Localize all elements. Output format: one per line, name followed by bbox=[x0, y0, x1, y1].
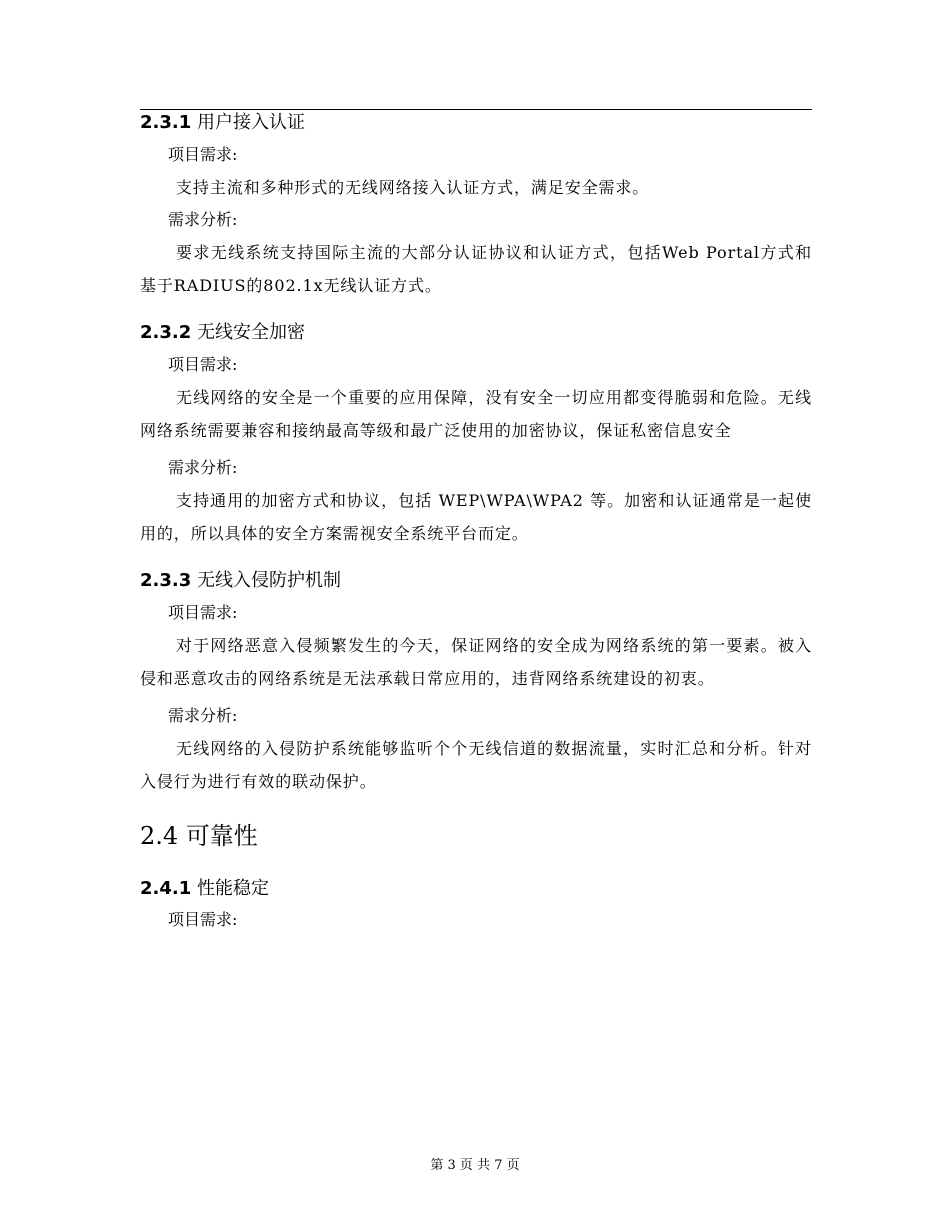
requirement-text: 对于网络恶意入侵频繁发生的今天，保证网络的安全成为网络系统的第一要素。被入侵和恶意攻击的网络系统是无法承载日常应用的，违背网络系统建设的初衷。 bbox=[140, 636, 812, 688]
document-body bbox=[140, 110, 812, 930]
heading-title: 无线入侵防护机制 bbox=[196, 570, 341, 591]
analysis-text: 要求无线系统支持国际主流的大部分认证协议和认证方式，包括Web Portal方式和基于RADIUS的802.1x无线认证方式。 bbox=[140, 243, 812, 295]
heading-number: 2.3.2 bbox=[140, 322, 192, 343]
analysis-label: 需求分析: bbox=[168, 706, 238, 725]
analysis-text: 无线网络的入侵防护系统能够监听个个无线信道的数据流量，实时汇总和分析。针对入侵行为进行有效的联动保护。 bbox=[140, 739, 812, 791]
heading-number: 2.3.1 bbox=[140, 112, 192, 133]
heading-2-3-2 bbox=[140, 320, 812, 346]
heading-number: 2.3.3 bbox=[140, 570, 192, 591]
requirement-text: 无线网络的安全是一个重要的应用保障，没有安全一切应用都变得脆弱和危险。无线网络系统需要兼容和接纳最高等级和最广泛使用的加密协议，保证私密信息安全 bbox=[140, 388, 812, 440]
requirement-label: 项目需求: bbox=[168, 355, 238, 374]
heading-title: 性能稳定 bbox=[196, 878, 269, 899]
heading-2-4: 2.4 可靠性 bbox=[140, 822, 258, 850]
heading-2-3-3 bbox=[140, 568, 812, 594]
requirement-label: 项目需求: bbox=[168, 910, 238, 929]
heading-number: 2.4.1 bbox=[140, 878, 192, 899]
analysis-label: 需求分析: bbox=[168, 210, 238, 229]
analysis-text: 支持通用的加密方式和协议，包括 WEP\WPA\WPA2 等。加密和认证通常是一起使用的，所以具体的安全方案需视安全系统平台而定。 bbox=[140, 491, 812, 543]
page-footer: 第 3 页 共 7 页 bbox=[430, 1158, 520, 1173]
heading-title: 用户接入认证 bbox=[196, 112, 305, 133]
heading-2-3-1 bbox=[140, 110, 812, 136]
analysis-label: 需求分析: bbox=[168, 458, 238, 477]
heading-title: 无线安全加密 bbox=[196, 322, 305, 343]
requirement-text: 支持主流和多种形式的无线网络接入认证方式，满足安全需求。 bbox=[176, 178, 650, 197]
heading-2-4-1 bbox=[140, 876, 812, 902]
requirement-label: 项目需求: bbox=[168, 603, 238, 622]
requirement-label: 项目需求: bbox=[168, 145, 238, 164]
